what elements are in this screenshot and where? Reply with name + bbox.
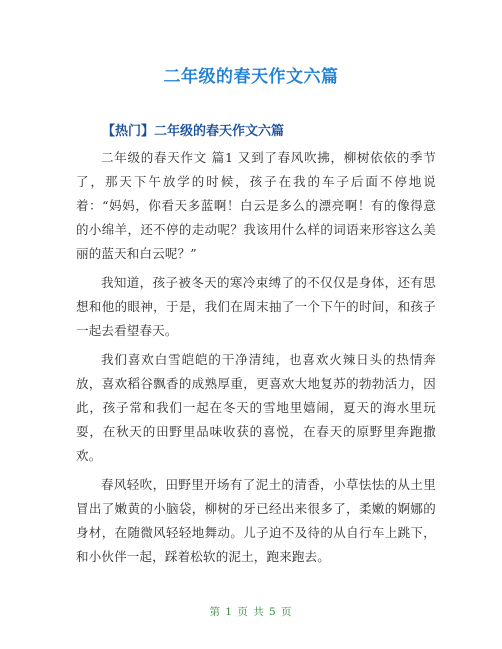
body-text [76,146,436,574]
paragraph-2: 我知道，孩子被冬天的寒冷束缚了的不仅仅是身体，还有思想和他的眼神，于是，我们在周末抽了一个下午的时间，和孩子一起去看望春天。 [76,275,436,338]
section-heading: 【热门】二年级的春天作文六篇 [102,124,285,139]
page-number-footer: 第 1 页 共 5 页 [209,606,293,618]
paragraph-1: 二年级的春天作文 篇1 又到了春风吹拂，柳树依依的季节了，那天下午放学的时候，孩子在我的车子后面不停地说着：“妈妈，你看天多蓝啊！白云是多么的漂亮啊！有的像得意的小绵羊，还不停的走动呢？我该用什么样的词语来形容这么美丽的蓝天和白云呢？” [76,150,436,261]
paragraph-3: 我们喜欢白雪皑皑的干净清纯，也喜欢火辣日头的热情奔放，喜欢稻谷飘香的成熟厚重，更喜欢大地复苏的勃勃活力，因此，孩子常和我们一起在冬天的雪地里嬉闹，夏天的海水里玩耍，在秋天的田野里品味收获的喜悦，在春天的原野里奔跑撒欢。 [76,352,436,463]
document-title: 二年级的春天作文六篇 [163,67,339,87]
paragraph-4: 春风轻吹，田野里开场有了泥土的清香，小草怯怯的从土里冒出了嫩黄的小脑袋，柳树的牙已经出来很多了，柔嫩的婀娜的身材，在随微风轻轻地舞动。儿子迫不及待的从自行车上跳下，和小伙伴一起，踩着松软的泥土，跑来跑去。 [76,477,436,564]
